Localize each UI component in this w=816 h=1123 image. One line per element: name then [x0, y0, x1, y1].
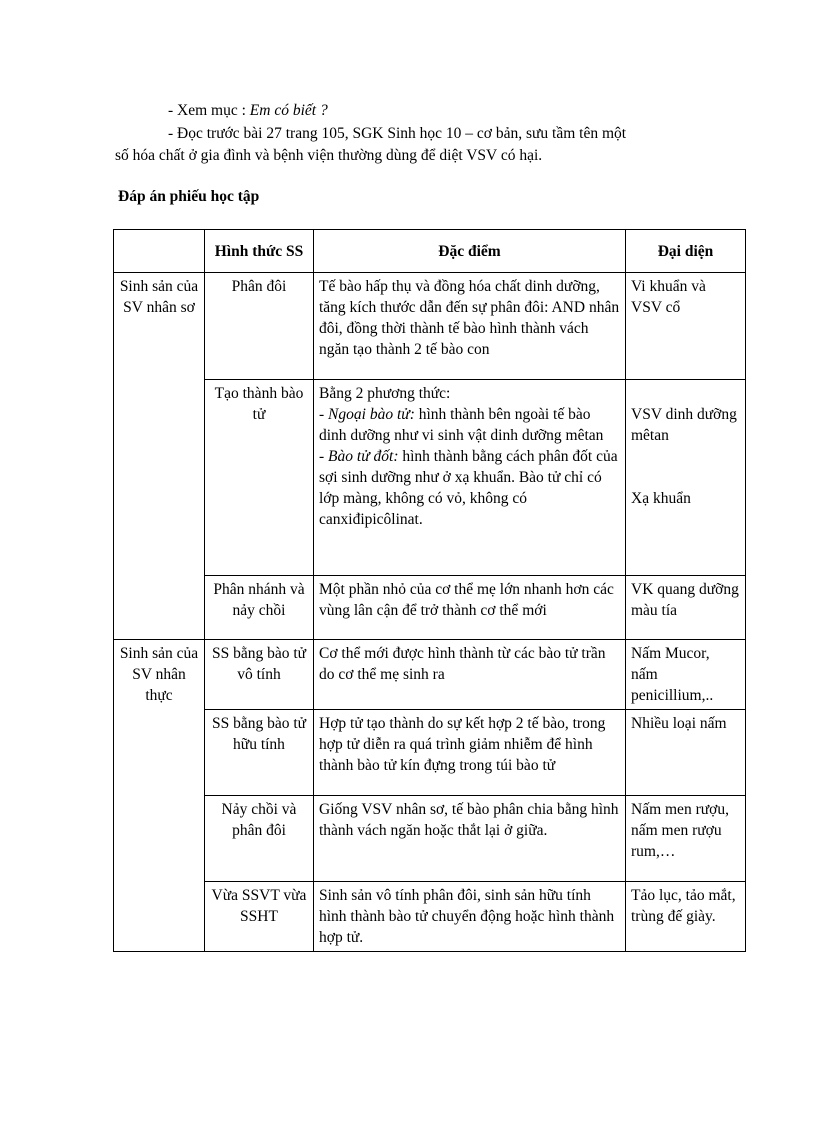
row-form: Phân đôi	[205, 273, 314, 380]
row-feature: Hợp tử tạo thành do sự kết hợp 2 tế bào, trong hợp tử diễn ra quá trình giảm nhiễm để hình thành bào tử kín đựng trong túi bào tử	[314, 710, 626, 796]
answer-table	[113, 229, 746, 952]
row-form: Phân nhánh và nảy chồi	[205, 576, 314, 640]
row-form: Tạo thành bào tử	[205, 380, 314, 576]
row-representative: Vi khuẩn và VSV cổ	[626, 273, 746, 380]
row-representative: Tảo lục, tảo mắt, trùng đế giày.	[626, 882, 746, 952]
table-header-row	[114, 230, 746, 273]
feature-method-b-text: hình thành bằng cách phân đốt của sợi sinh dưỡng như ở xạ khuẩn. Bào tử chỉ có lớp màng, không có vỏ, không có canxiđipicôlinat.	[319, 448, 618, 528]
representative-a: VSV dinh dưỡng mêtan	[631, 406, 737, 444]
intro-line-1-italic: Em có biết ?	[249, 102, 328, 119]
representative-b: Xạ khuẩn	[631, 490, 691, 507]
section-heading: Đáp án phiếu học tập	[118, 188, 260, 205]
header-form: Hình thức SS	[205, 230, 314, 273]
header-representative: Đại diện	[626, 230, 746, 273]
row-representative: Nấm Mucor, nấm penicillium,..	[626, 640, 746, 710]
intro-line-1	[168, 102, 328, 120]
table-row	[114, 640, 746, 710]
table-row	[114, 273, 746, 380]
table-row	[114, 882, 746, 952]
row-feature	[314, 380, 626, 576]
table-row	[114, 576, 746, 640]
row-form: SS bằng bào tử vô tính	[205, 640, 314, 710]
feature-method-b-term: Bào tử đốt:	[328, 448, 399, 465]
row-feature: Sinh sản vô tính phân đôi, sinh sản hữu tính hình thành bào tử chuyển động hoặc hình thành hợp tử.	[314, 882, 626, 952]
table-row	[114, 380, 746, 576]
row-form: SS bằng bào tử hữu tính	[205, 710, 314, 796]
row-representative: Nhiều loại nấm	[626, 710, 746, 796]
row-feature: Tế bào hấp thụ và đồng hóa chất dinh dưỡng, tăng kích thước dẫn đến sự phân đôi: AND nhân đôi, đồng thời thành tế bào hình thành vách ngăn tạo thành 2 tế bào con	[314, 273, 626, 380]
row-feature: Giống VSV nhân sơ, tế bào phân chia bằng hình thành vách ngăn hoặc thắt lại ở giữa.	[314, 796, 626, 882]
header-feature: Đặc điểm	[314, 230, 626, 273]
feature-method-a: - Ngoại bào tử: hình thành bên ngoài tế bào dinh dưỡng như vi sinh vật dinh dưỡng mêtan	[319, 406, 604, 444]
header-group	[114, 230, 205, 273]
group-prokaryote: Sinh sản của SV nhân sơ	[114, 273, 205, 640]
feature-method-b: - Bào tử đốt: hình thành bằng cách phân đốt của sợi sinh dưỡng như ở xạ khuẩn. Bào tử chỉ có lớp màng, không có vỏ, không có canxiđipicôlinat.	[319, 448, 618, 528]
intro-line-2: - Đọc trước bài 27 trang 105, SGK Sinh học 10 – cơ bản, sưu tầm tên một	[168, 125, 627, 142]
row-form: Nảy chồi và phân đôi	[205, 796, 314, 882]
table-row	[114, 710, 746, 796]
table-row	[114, 796, 746, 882]
feature-method-a-term: Ngoại bào tử:	[328, 406, 415, 423]
row-representative: VK quang dưỡng màu tía	[626, 576, 746, 640]
intro-line-3: số hóa chất ở gia đình và bệnh viện thường dùng để diệt VSV có hại.	[115, 147, 543, 164]
feature-intro: Bằng 2 phương thức:	[319, 385, 451, 402]
row-representative: Nấm men rượu, nấm men rượu rum,…	[626, 796, 746, 882]
row-form: Vừa SSVT vừa SSHT	[205, 882, 314, 952]
feature-method-a-text: hình thành bên ngoài tế bào dinh dưỡng như vi sinh vật dinh dưỡng mêtan	[319, 406, 604, 444]
row-feature: Một phần nhỏ của cơ thể mẹ lớn nhanh hơn các vùng lân cận để trở thành cơ thể mới	[314, 576, 626, 640]
group-eukaryote: Sinh sản của SV nhân thực	[114, 640, 205, 952]
row-feature: Cơ thể mới được hình thành từ các bào tử trần do cơ thể mẹ sinh ra	[314, 640, 626, 710]
intro-line-1-prefix: - Xem mục :	[168, 102, 250, 119]
row-representative	[626, 380, 746, 576]
